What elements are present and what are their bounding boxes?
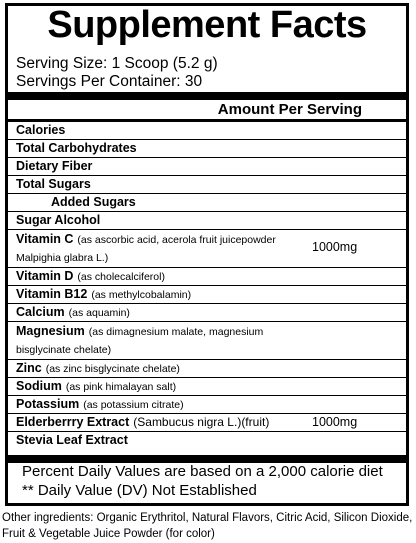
nutrient-row (8, 360, 406, 378)
nutrient-row (8, 432, 406, 450)
nutrient-row (8, 176, 406, 194)
thick-divider-bottom (8, 455, 406, 463)
nutrient-row (8, 414, 406, 432)
nutrient-row (8, 158, 406, 176)
daily-value-note: ** Daily Value (DV) Not Established (22, 482, 257, 499)
percent-daily-value-note: Percent Daily Values are based on a 2,000 calorie diet (22, 463, 383, 480)
nutrient-name: Potassium (16, 397, 80, 411)
nutrient-name: Calcium (16, 305, 65, 319)
nutrient-row (8, 396, 406, 414)
nutrient-name: Sodium (16, 379, 62, 393)
nutrient-row (8, 304, 406, 322)
nutrient-row (8, 322, 406, 360)
nutrient-row (8, 378, 406, 396)
nutrient-name: Calories (16, 123, 66, 137)
nutrient-name: Magnesium (16, 324, 85, 338)
nutrient-detail: (as cholecalciferol) (77, 271, 165, 283)
nutrient-detail: (as methylcobalamin) (91, 289, 192, 301)
nutrient-detail: (as dimagnesium malate, magnesium (88, 326, 264, 338)
nutrient-row (8, 286, 406, 304)
nutrient-detail: (Sambucus nigra L.)(fruit) (133, 415, 270, 429)
nutrient-name: Zinc (16, 361, 42, 375)
nutrient-detail: (as aquamin) (68, 307, 130, 319)
nutrient-name: Elderberrry Extract (16, 415, 130, 429)
nutrient-name: Total Sugars (16, 177, 91, 191)
nutrient-detail: (as pink himalayan salt) (65, 381, 177, 393)
thick-divider-top (8, 92, 406, 100)
nutrient-rows (8, 122, 406, 450)
nutrient-name: Stevia Leaf Extract (16, 433, 128, 447)
nutrient-name: Vitamin D (16, 269, 74, 283)
amount-per-serving-header: Amount Per Serving (217, 101, 362, 118)
nutrient-row (8, 122, 406, 140)
nutrient-amount: 1000mg (312, 240, 358, 254)
nutrient-name: Vitamin C (16, 232, 74, 246)
nutrient-name: Added Sugars (51, 195, 136, 209)
nutrient-detail: (as ascorbic acid, acerola fruit juicepowder (77, 234, 276, 246)
other-ingredients: Other ingredients: Organic Erythritol, Natural Flavors, Citric Acid, Silicon Dioxide, Fruit & Vegetable Juice Powder (for color) (2, 512, 413, 540)
servings-per-container: Servings Per Container: 30 (16, 73, 203, 90)
nutrient-row (8, 230, 406, 268)
nutrient-name: Total Carbohydrates (16, 141, 137, 155)
nutrient-detail-line2: bisglycinate chelate) (16, 344, 112, 356)
nutrient-name: Sugar Alcohol (16, 213, 101, 227)
nutrient-detail: (as zinc bisglycinate chelate) (45, 363, 180, 375)
nutrient-row (8, 140, 406, 158)
supplement-facts-panel (5, 3, 409, 506)
nutrient-row (8, 212, 406, 230)
panel-title: Supplement Facts (47, 4, 367, 46)
nutrient-name: Vitamin B12 (16, 287, 88, 301)
nutrient-amount: 1000mg (312, 415, 358, 429)
serving-size: Serving Size: 1 Scoop (5.2 g) (16, 55, 218, 72)
nutrient-name: Dietary Fiber (16, 159, 93, 173)
nutrient-row (8, 194, 406, 212)
nutrient-row (8, 268, 406, 286)
nutrient-detail: (as potassium citrate) (83, 399, 184, 411)
nutrient-detail-line2: Malpighia glabra L.) (16, 252, 109, 264)
